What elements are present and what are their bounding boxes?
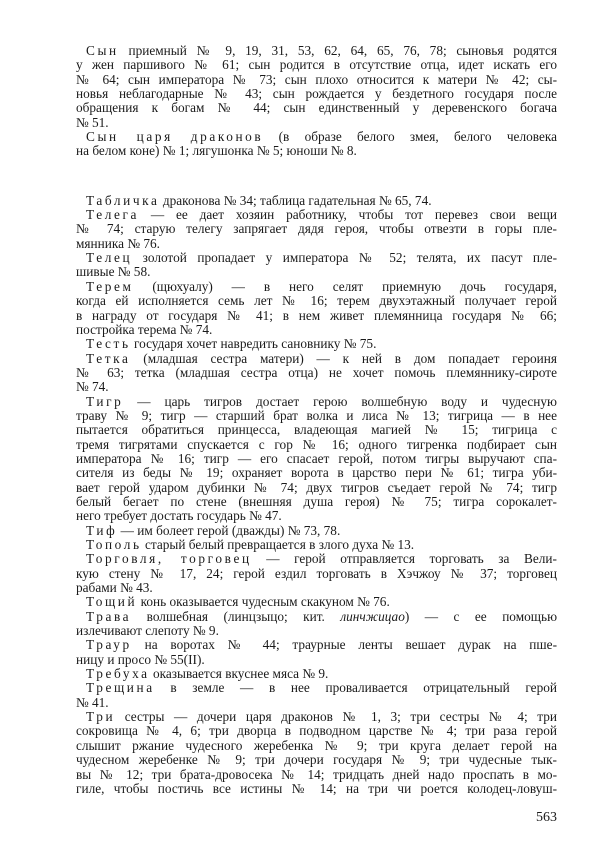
text-line xyxy=(76,280,557,294)
entry-text: драконова № 34; таблица гадательная № 65, 74. xyxy=(159,192,432,208)
entry-text: рабами № 43. xyxy=(76,580,153,596)
entry-text: вает герой ударом дубинки № 74; двух тигров съедает герой № 74; тигр xyxy=(76,479,557,495)
entry-headword: Требуха xyxy=(86,666,150,682)
entry-text: № 74; старую телегу запрягает дядя героя, чтобы отвезти в горы пле- xyxy=(76,221,557,237)
text-line xyxy=(76,538,557,552)
index-entry xyxy=(76,667,557,681)
text-line xyxy=(76,567,557,581)
index-entry xyxy=(76,352,557,395)
entry-text: шивые № 58. xyxy=(76,264,151,280)
entry-text: обращения к богам № 44; сын единственный у деревенского богача xyxy=(76,100,557,116)
index-entry xyxy=(76,524,557,538)
entry-text: слышит ржание чудесного жеребенка № 9; три круга делает герой на xyxy=(76,737,557,753)
entry-headword: Сын царя драконов xyxy=(86,129,264,145)
entry-text: волшебная (линцзыцо; кит. линчжицао) — с ее помощью xyxy=(131,608,557,624)
entry-text: ницу и просо № 55(II). xyxy=(76,651,205,667)
entry-text: вы № 12; три брата-дровосека № 14; тридцать дней надо проспать в мо- xyxy=(76,766,557,782)
text-line xyxy=(76,495,557,509)
entry-text: него требует достать государь № 47. xyxy=(76,508,282,524)
text-line xyxy=(76,696,557,710)
text-line xyxy=(76,366,557,380)
entry-text: — ее дает хозяин работнику, чтобы тот перевез свои вещи xyxy=(139,207,557,223)
entry-text: сестры — дочери царя драконов № 1, 3; три сестры № 4; три xyxy=(115,709,557,725)
index-entry xyxy=(76,280,557,337)
entry-text: пытается обратиться принцесса, владеющая магией № 15; тигрица с xyxy=(76,422,557,438)
text-line xyxy=(76,681,557,695)
entry-text: на воротах № 44; траурные ленты вешает дурак на пше- xyxy=(131,637,557,653)
entry-headword: Трава xyxy=(86,608,132,624)
entry-headword: Табличка xyxy=(86,192,160,208)
text-line xyxy=(76,380,557,394)
index-entry xyxy=(76,44,557,130)
text-line xyxy=(76,581,557,595)
text-line xyxy=(76,194,557,208)
index-entry xyxy=(76,552,557,595)
entry-headword: Тощий xyxy=(86,594,138,610)
entry-text: (младшая сестра матери) — к ней в дом попадает героиня xyxy=(130,350,557,366)
entry-text: императора № 16; тигр — его спасает герой, потом тигры выручают спа- xyxy=(76,450,557,466)
index-entry xyxy=(76,395,557,524)
entry-headword: Телега xyxy=(86,207,140,223)
text-line xyxy=(76,739,557,753)
text-line xyxy=(76,653,557,667)
text-line xyxy=(76,624,557,638)
text-line xyxy=(76,753,557,767)
entry-text: № 41. xyxy=(76,694,109,710)
entry-text: — им болеет герой (дважды) № 73, 78. xyxy=(117,522,341,538)
entry-text: тремя тигрятами спускается с гор № 16; одного тигренка подбирает сын xyxy=(76,436,557,452)
index-section xyxy=(76,194,557,796)
text-line xyxy=(76,58,557,72)
index-entry xyxy=(76,208,557,251)
text-line xyxy=(76,337,557,351)
entry-headword: Тигр xyxy=(86,393,124,409)
text-line xyxy=(76,524,557,538)
entry-text: оказывается вкуснее мяса № 9. xyxy=(149,666,329,682)
index-entry xyxy=(76,538,557,552)
entry-text: старый белый превращается в злого духа № 13. xyxy=(141,537,415,552)
entry-text: белый бегает по стене (внешняя душа героя) № 75; тигра сорокалет- xyxy=(76,493,557,509)
index-section xyxy=(76,44,557,159)
text-line xyxy=(76,423,557,437)
text-line xyxy=(76,87,557,101)
text-line xyxy=(76,438,557,452)
document-body xyxy=(76,44,557,796)
text-line xyxy=(76,144,557,158)
text-line xyxy=(76,208,557,222)
entry-text: (в образе белого змея, белого человека xyxy=(263,129,558,145)
text-line xyxy=(76,323,557,337)
text-line xyxy=(76,309,557,323)
text-line xyxy=(76,265,557,279)
entry-text: № 63; тетка (младшая сестра отца) не хочет помочь племяннику-сироте xyxy=(76,364,557,380)
entry-text: золотой пропадает у императора № 52; телята, их пасут пле- xyxy=(132,250,557,266)
entry-text: — герой отправляется торговать за Вели- xyxy=(251,551,557,567)
entry-headword: Трещина xyxy=(86,680,155,696)
text-line xyxy=(76,452,557,466)
entry-headword: Три xyxy=(86,709,116,725)
index-entry xyxy=(76,595,557,609)
entry-text: постройка терема № 74. xyxy=(76,321,213,337)
entry-text: чудесном жеребенке № 9; три дочери государя № 9; три чудесные тык- xyxy=(76,752,557,768)
text-line xyxy=(76,101,557,115)
text-line xyxy=(76,509,557,523)
text-line xyxy=(76,294,557,308)
text-line xyxy=(76,667,557,681)
text-line xyxy=(76,130,557,144)
entry-text: № 74. xyxy=(76,379,109,395)
section-gap xyxy=(76,159,557,194)
text-line xyxy=(76,638,557,652)
entry-text: на белом коне) № 1; лягушонка № 5; юноши № 8. xyxy=(76,143,357,159)
text-line xyxy=(76,251,557,265)
entry-text: государя хочет навредить сановнику № 75. xyxy=(130,336,377,352)
index-entry xyxy=(76,130,557,159)
entry-text: сокровища № 4, 6; три дворца в подводном царстве № 4; три раза герой xyxy=(76,723,557,739)
entry-headword: Траур xyxy=(86,637,132,653)
text-line xyxy=(76,724,557,738)
text-line xyxy=(76,222,557,236)
entry-text: (щюхуалу) — в него селят приемную дочь государя, xyxy=(133,278,557,294)
text-line xyxy=(76,610,557,624)
entry-text: № 64; сын императора № 73; сын плохо относится к матери № 42; сы- xyxy=(76,71,557,87)
text-line xyxy=(76,710,557,724)
entry-text: у жен паршивого № 61; сын родится в отсутствие отца, идет искать его xyxy=(76,57,557,73)
entry-headword: Терем xyxy=(86,278,134,294)
text-line xyxy=(76,768,557,782)
text-line xyxy=(76,552,557,566)
entry-headword: Тополь xyxy=(86,537,142,552)
text-line xyxy=(76,352,557,366)
index-entry xyxy=(76,251,557,280)
entry-headword: Телец xyxy=(86,250,133,266)
entry-text: сителя из беды № 19; охраняет ворота в царство пери № 61; тигра уби- xyxy=(76,465,557,481)
index-entry xyxy=(76,610,557,639)
entry-text: когда ей исполняется семь лет № 16; терем двухэтажный получает герой xyxy=(76,293,557,309)
entry-text: в земле — в нее проваливается отрицательный герой xyxy=(154,680,557,696)
text-line xyxy=(76,409,557,423)
entry-text: в награду от государя № 41; в нем живет племянница государя № 66; xyxy=(76,307,557,323)
text-line xyxy=(76,782,557,796)
italic-term: линчжицао xyxy=(340,608,405,624)
entry-text: — царь тигров достает герою волшебную воду и чудесную xyxy=(123,393,557,409)
entry-text: кую стену № 17, 24; герой ездил торговать в Хэчжоу № 37; торговец xyxy=(76,565,557,581)
entry-text: мянника № 76. xyxy=(76,235,160,251)
text-line xyxy=(76,73,557,87)
text-line xyxy=(76,237,557,251)
text-line xyxy=(76,44,557,58)
index-entry xyxy=(76,638,557,667)
text-line xyxy=(76,595,557,609)
page-number: 563 xyxy=(536,810,557,825)
entry-text: гиле, чтобы постичь все истины № 14; на три чи роется колодец-ловуш- xyxy=(76,780,557,796)
text-line xyxy=(76,481,557,495)
entry-headword: Тесть xyxy=(86,336,131,352)
index-entry xyxy=(76,337,557,351)
entry-text: № 51. xyxy=(76,114,109,130)
entry-headword: Тиф xyxy=(86,522,118,538)
entry-text: конь оказывается чудесным скакуном № 76. xyxy=(137,594,390,610)
entry-text: приемный № 9, 19, 31, 53, 62, 64, 65, 76, 78; сыновья родятся xyxy=(118,43,557,58)
entry-headword: Сын xyxy=(86,43,119,58)
text-line xyxy=(76,116,557,130)
entry-headword: Торговля, торговец xyxy=(86,551,252,567)
entry-text: траву № 9; тигр — старший брат волка и лиса № 13; тигрица — в нее xyxy=(76,407,557,423)
entry-text: излечивают слепоту № 9. xyxy=(76,623,219,639)
text-line xyxy=(76,395,557,409)
text-line xyxy=(76,466,557,480)
entry-text: новья неблагодарные № 43; сын рождается у бездетного государя после xyxy=(76,86,557,102)
index-entry xyxy=(76,194,557,208)
index-entry xyxy=(76,710,557,796)
entry-headword: Тетка xyxy=(86,350,131,366)
index-entry xyxy=(76,681,557,710)
